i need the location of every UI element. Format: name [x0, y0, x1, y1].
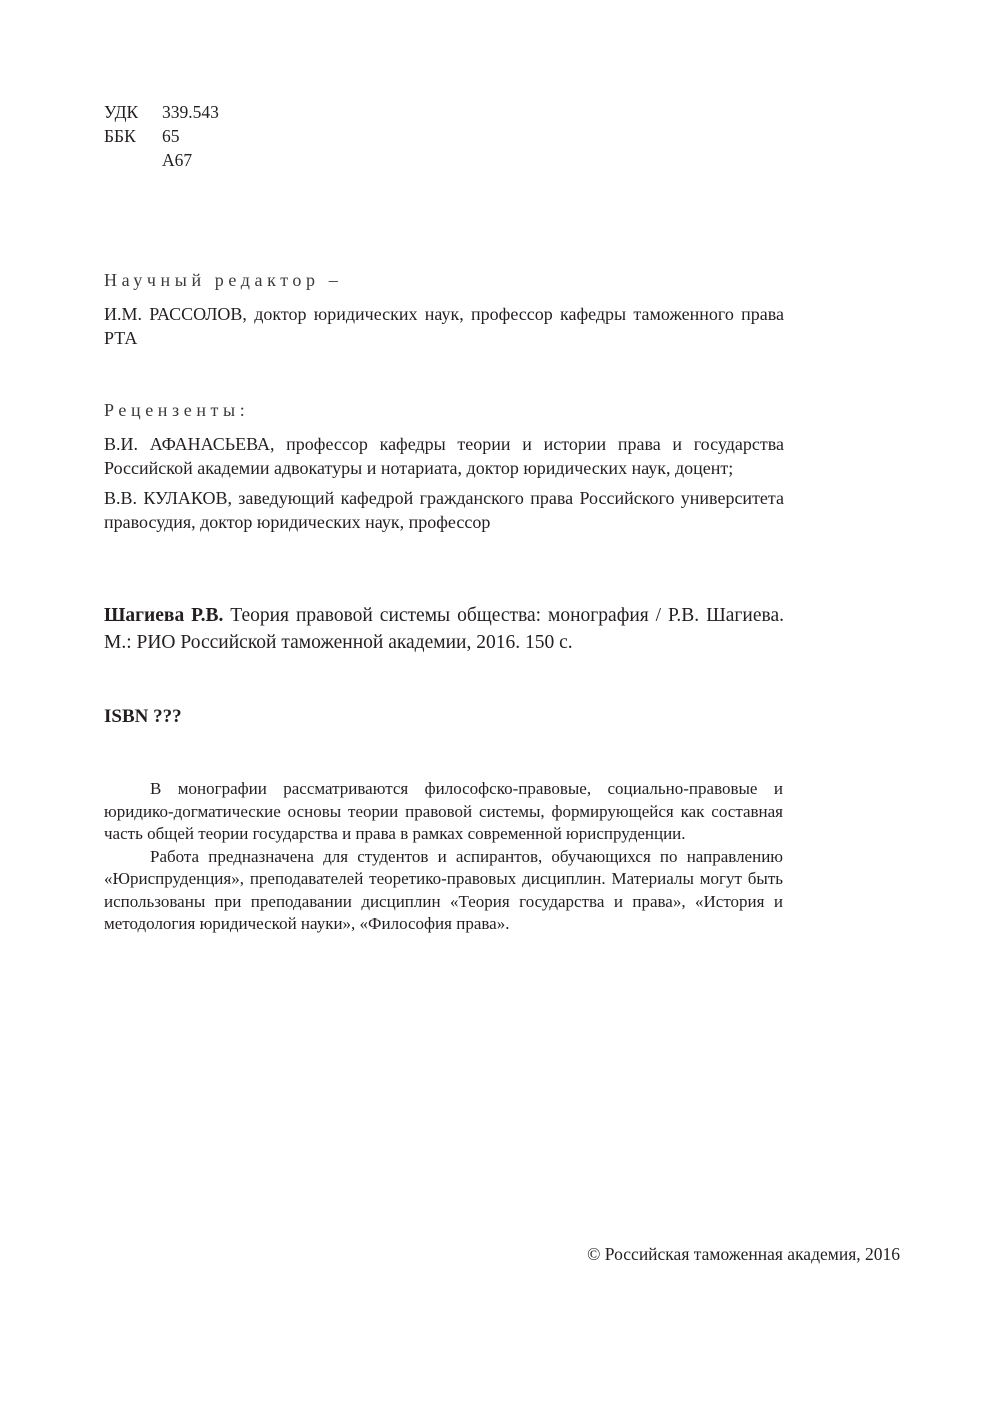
- abstract-paragraph: В монографии рассматриваются философско-правовые, социально-правовые и юридико-догматические основы теории правовой системы, формирующейся как составная часть общей теории государства и права в рамках современной юриспруденции.: [104, 779, 783, 843]
- classification-codes: [104, 100, 219, 172]
- bbk-row: [104, 124, 219, 148]
- bibliographic-description: Теория правовой системы общества: монография / Р.В. Шагиева. М.: РИО Российской таможенной академии, 2016. 150 с.: [104, 605, 785, 653]
- abstract: [104, 778, 783, 936]
- udc-row: [104, 100, 219, 124]
- scientific-editor-section: [104, 268, 784, 350]
- bibliographic-author: Шагиева Р.В.: [104, 605, 224, 626]
- author-mark-row: [104, 148, 219, 172]
- bibliographic-record: [104, 602, 784, 656]
- abstract-paragraph: Работа предназначена для студентов и аспирантов, обучающихся по направлению «Юриспруденция», преподавателей теоретико-правовых дисциплин. Материалы могут быть использованы при преподавании дисциплин «Теория государства и права», «История и методология юридической науки», «Философия права».: [104, 846, 783, 933]
- bibliographic-text: [104, 602, 784, 656]
- bbk-value: 65: [162, 126, 180, 146]
- bbk-label: ББК: [104, 126, 136, 146]
- copyright: © Российская таможенная академия, 2016: [587, 1244, 900, 1264]
- udc-label: УДК: [104, 102, 139, 122]
- reviewer-item: В.В. КУЛАКОВ, заведующий кафедрой гражданского права Российского университета правосудия, доктор юридических наук, профессор: [104, 488, 784, 532]
- udc-value: 339.543: [162, 102, 219, 122]
- author-mark-value: А67: [162, 150, 193, 170]
- reviewers-heading: Рецензенты:: [104, 400, 250, 420]
- isbn: ISBN ???: [104, 706, 182, 727]
- editor-heading: Научный редактор –: [104, 270, 343, 290]
- author-mark-label: [104, 148, 162, 172]
- reviewers-section: [104, 398, 784, 534]
- reviewer-item: В.И. АФАНАСЬЕВА, профессор кафедры теории и истории права и государства Российской академии адвокатуры и нотариата, доктор юридических наук, доцент;: [104, 434, 784, 478]
- editor-text: И.М. РАССОЛОВ, доктор юридических наук, профессор кафедры таможенного права РТА: [104, 304, 784, 348]
